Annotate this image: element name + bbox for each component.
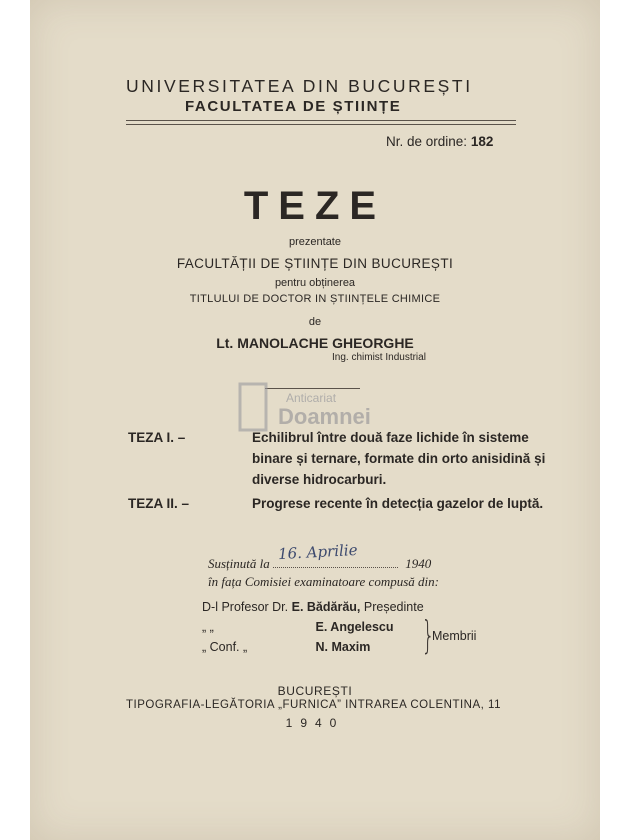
members-label: Membrii xyxy=(432,629,477,643)
footer-printer: TIPOGRAFIA-LEGĂTORIA „FURNICA” INTRAREA COLENTINA, 11 xyxy=(126,699,501,711)
footer-year: 1940 xyxy=(285,716,345,730)
committee-2-prefix: „ „ xyxy=(202,620,214,634)
committee-member-3 xyxy=(202,640,370,654)
degree-title: TITLULUI DE DOCTOR IN ȘTIINȚELE CHIMICE xyxy=(189,293,441,305)
for-obtaining-line: pentru obținerea xyxy=(274,277,356,289)
watermark-line1: Anticariat xyxy=(286,391,337,405)
order-label: Nr. de ordine: xyxy=(386,134,468,149)
thesis-1-text: Echilibrul între două faze lichide în sisteme binare și ternare, formate din orto anisidină și diverse hidrocarburi. xyxy=(252,430,546,487)
committee-member-2 xyxy=(202,620,394,634)
committee-1-prefix: D-l Profesor Dr. xyxy=(202,600,289,614)
committee-3-name: N. Maxim xyxy=(315,640,371,654)
committee-2-name: E. Angelescu xyxy=(315,620,394,634)
thesis-2-text: Progrese recente în detecția gazelor de luptă. xyxy=(252,496,544,511)
order-number: 182 xyxy=(470,134,494,149)
committee-3-prefix: „ Conf. „ xyxy=(202,640,248,654)
footer-city: BUCUREȘTI xyxy=(277,684,353,698)
faculty-name: FACULTATEA DE ȘTIINȚE xyxy=(185,98,402,115)
sustained-label: Susținută la xyxy=(208,556,270,571)
presented-line: prezentate xyxy=(289,236,341,248)
university-name: UNIVERSITATEA DIN BUCUREȘTI xyxy=(126,76,473,96)
author-title: Ing. chimist Industrial xyxy=(332,352,426,363)
committee-1-name: E. Bădărău, xyxy=(291,600,361,614)
thesis-2-label: TEZA II. – xyxy=(128,496,190,511)
handwritten-date: 16. Aprilie xyxy=(277,540,358,564)
header-rule-top xyxy=(126,120,516,121)
watermark-line2: Doamnei xyxy=(278,404,371,429)
order-number-line xyxy=(386,134,493,149)
header-rule-bottom xyxy=(126,124,516,125)
author-name: Lt. MANOLACHE GHEORGHE xyxy=(216,335,414,351)
thesis-1-label: TEZA I. – xyxy=(128,430,186,445)
thesis-cover-page xyxy=(30,0,600,840)
faculty-recipient: FACULTĂȚII DE ȘTIINȚE DIN BUCUREȘTI xyxy=(176,256,454,271)
committee-1-role: Președinte xyxy=(363,600,424,614)
committee-member-1 xyxy=(202,600,424,614)
members-brace: } xyxy=(421,613,435,657)
defense-year: 1940 xyxy=(405,556,432,571)
committee-intro: în fața Comisiei examinatoare compusă din: xyxy=(208,574,439,589)
by-line: de xyxy=(308,316,322,328)
page-title: TEZE xyxy=(243,184,387,228)
